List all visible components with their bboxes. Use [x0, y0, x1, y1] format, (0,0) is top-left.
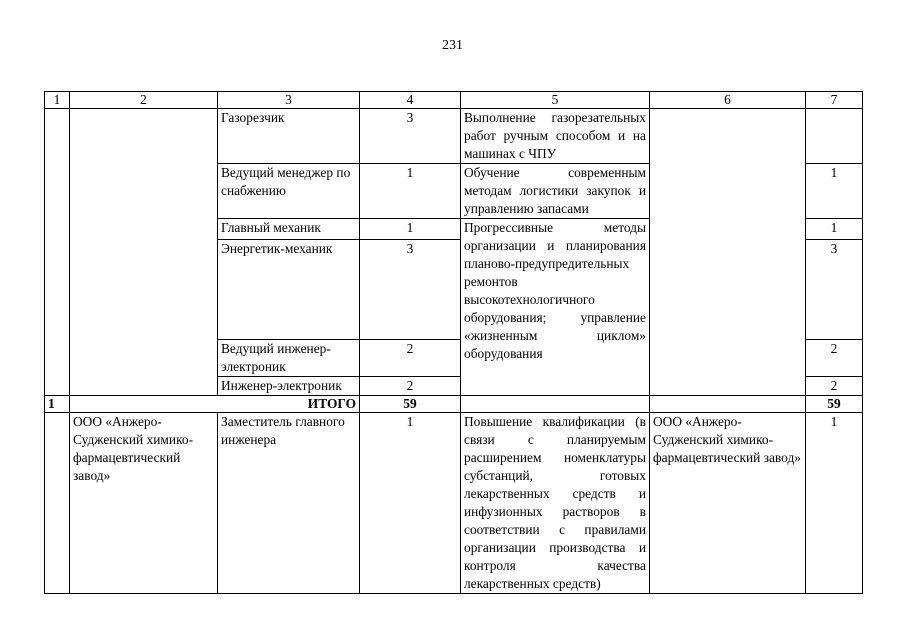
header-cell: 2: [70, 92, 218, 109]
count-total-cell: 2: [806, 377, 863, 396]
position-cell: Газорезчик: [218, 109, 360, 164]
table-row: [45, 109, 863, 164]
program-cell: Выполнение газорезательных работ ручным способом и на машинах с ЧПУ: [461, 109, 650, 164]
organization-cell-2: [650, 109, 806, 396]
program-cell: Прогрессивные методы организации и планирования планово-предупредительных ремонтов высокотехнологичного оборудования; управление «жизненным циклом» оборудования: [461, 219, 650, 396]
organization-cell-2: ООО «Анжеро-Судженский химико-фармацевтический завод»: [650, 413, 806, 594]
program-cell: Обучение современным методам логистики закупок и управлению запасами: [461, 164, 650, 219]
count-total-cell: [806, 109, 863, 164]
position-cell: Ведущий инженер-электроник: [218, 340, 360, 377]
total-count-total-cell: 59: [806, 396, 863, 413]
empty-cell: [461, 396, 650, 413]
count-total-cell: 1: [806, 413, 863, 594]
header-cell: 7: [806, 92, 863, 109]
total-row: [45, 396, 863, 413]
count-total-cell: 1: [806, 164, 863, 219]
table-row: [45, 413, 863, 594]
organization-cell: ООО «Анжеро-Судженский химико-фармацевтический завод»: [70, 413, 218, 594]
count-cell: 1: [360, 413, 461, 594]
count-total-cell: 2: [806, 340, 863, 377]
row-number-cell: [45, 413, 70, 594]
page-number: 231: [442, 38, 463, 53]
count-cell: 3: [360, 109, 461, 164]
training-table: [44, 91, 863, 594]
total-count-cell: 59: [360, 396, 461, 413]
count-cell: 1: [360, 219, 461, 240]
row-number-cell: [45, 109, 70, 396]
count-total-cell: 3: [806, 240, 863, 340]
count-cell: 3: [360, 240, 461, 340]
header-cell: 6: [650, 92, 806, 109]
count-total-cell: 1: [806, 219, 863, 240]
position-cell: Ведущий менеджер по снабжению: [218, 164, 360, 219]
total-label-cell: ИТОГО: [70, 396, 360, 413]
organization-cell: [70, 109, 218, 396]
position-cell: Главный механик: [218, 219, 360, 240]
header-cell: 5: [461, 92, 650, 109]
position-cell: Инженер-электроник: [218, 377, 360, 396]
header-cell: 3: [218, 92, 360, 109]
program-cell: Повышение квалификации (в связи с планируемым расширением номенклатуры субстанций, готовых лекарственных средств и инфузионных растворов в соответствии с правилами организации производства и контроля качества лекарственных средств): [461, 413, 650, 594]
total-number-cell: 1: [45, 396, 70, 413]
count-cell: 1: [360, 164, 461, 219]
header-cell: 4: [360, 92, 461, 109]
position-cell: Заместитель главного инженера: [218, 413, 360, 594]
position-cell: Энергетик-механик: [218, 240, 360, 340]
header-row: [45, 92, 863, 109]
empty-cell: [650, 396, 806, 413]
count-cell: 2: [360, 377, 461, 396]
count-cell: 2: [360, 340, 461, 377]
header-cell: 1: [45, 92, 70, 109]
